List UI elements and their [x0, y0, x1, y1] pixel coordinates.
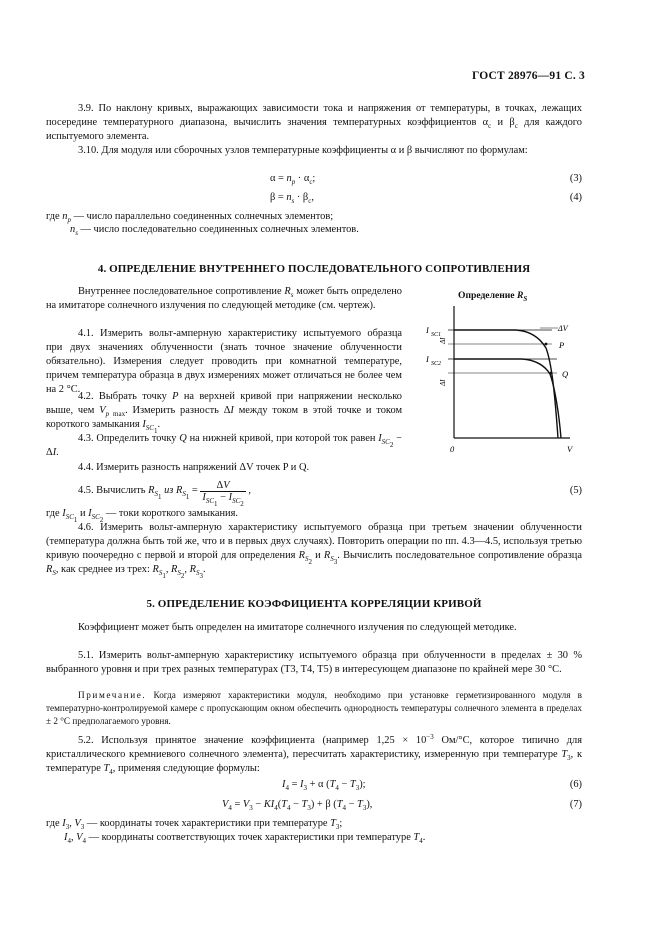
label-v: V: [567, 444, 573, 454]
paragraph-4-2: 4.2. Выбрать точку P на верхней кривой при напряжении несколько выше, чем $V_{p max}$. Измерить разность ΔI между током в этой точке и током короткого замыкания $I_{SC_1}$.: [46, 391, 403, 435]
note: Примечание. Когда измеряют характеристики модуля, необходимо при установке герметизированного модуля в температурно-контролируемой камере с пропускающим окном обеспечить однородность температуры солнечного элемента в пределах ± 2 °С предполагаемого уровня.: [46, 690, 583, 726]
label-delta-v: ΔV: [558, 324, 568, 333]
where-np: где $n_p$ — число параллельно соединенных солнечных элементов;: [46, 211, 334, 224]
where-i3-v3: где $I_3$, $V_3$ — координаты точек характеристики при температуре $T_3$;: [46, 818, 343, 831]
paragraph-4-6: 4.6. Измерить вольт-амперную характеристику испытуемого образца при третьем значении облученности (температура должна быть той же, что и в первых двух случаях). Повторить операции по пп. 4.3—4.5, используя третью кривую поочередно с первой и второй для определения $R_{S_2}$ и $R_{S_3}$. Вычислить последовательное сопротивление образца $R_S$, как среднее из трех: $R_{S_1}$, $R_{S_2}$, $R_{S_3}$.: [46, 522, 582, 580]
label-isc2: I: [426, 354, 429, 364]
paragraph-5-intro: Коэффициент может быть определен на имитаторе солнечного излучения по следующей методике.: [78, 622, 517, 633]
point-q: [550, 372, 553, 375]
label-p: P: [559, 340, 565, 350]
page-header: ГОСТ 28976—91 С. 3: [472, 70, 585, 82]
label-q: Q: [562, 369, 569, 379]
svg-text:SC1: SC1: [431, 332, 442, 338]
paragraph-5-1: 5.1. Измерить вольт-амперную характеристику испытуемого образца при облученности в пределах ± 30 % выбранного уровня и при трех разных температурах (T3, T4, T5) в интересующем диапазоне по крайней мере 30 °С.: [46, 650, 582, 675]
where-i4-v4: $I_4$, $V_4$ — координаты соответствующих точек характеристики при температуре $T_4$.: [64, 832, 426, 845]
equation-7: $V_4 = V_3 - KI_4(T_4 - T_3) + \beta$ $(T_4 - T_3)$, (7): [222, 799, 582, 812]
upper-iv-curve: [454, 330, 558, 438]
equation-3: $\alpha = n_p \cdot \alpha_c$; (3): [270, 173, 582, 186]
label-delta-i-upper: ΔI: [439, 337, 447, 344]
label-origin: 0: [450, 444, 455, 454]
section-5-title: 5. ОПРЕДЕЛЕНИЕ КОЭФФИЦИЕНТА КОРРЕЛЯЦИИ КРИВОЙ: [146, 598, 482, 610]
paragraph-3-10: 3.10. Для модуля или сборочных узлов температурные коэффициенты α и β вычисляют по формулам:: [78, 145, 528, 156]
point-p: [545, 343, 548, 346]
where-isc: где $I_{SC_1}$ и $I_{SC_2}$ — токи короткого замыкания.: [46, 508, 238, 524]
paragraph-4-1: 4.1. Измерить вольт-амперную характеристику испытуемого образца при двух значениях облученности (знать точное значение облученности обязательно). Измерения следует проводить при комнатной температуре, причем температура образца в двух измерениях может отличаться не более чем на 2 °С.: [46, 328, 402, 395]
paragraph-4-3: 4.3. Определить точку Q на нижней кривой, при которой ток равен $I_{SC_2} - \Delta I$.: [46, 433, 402, 458]
equation-5: 4.5. Вычислить $R_{S_1}$ из $R_{S_1}$ = $\frac{\Delta V}{I_{SC_1} - I_{SC_2}}$ , (5): [78, 480, 582, 508]
paragraph-4-4: 4.4. Измерить разность напряжений ΔV точек P и Q.: [78, 462, 310, 473]
paragraph-3-9: 3.9. По наклону кривых, выражающих зависимости тока и напряжения от температуры, в точках, лежащих посередине температурного диапазона, вычислить значения температурных коэффициентов $\alpha_c$ и $\beta_c$ для каждого испытуемого элемента.: [46, 103, 582, 142]
label-delta-i-lower: ΔI: [439, 379, 447, 386]
label-isc1: I: [426, 325, 429, 335]
equation-4: $\beta = n_s \cdot \beta_c$, (4): [270, 192, 582, 205]
paragraph-5-2: 5.2. Используя принятое значение коэффициента (например $1,25 \times 10^{-3}$ Ом/°С, которое типично для кристаллического кремниевого солнечного элемента), пересчитать характеристику, измеренную при температуре $T_3$, к температуре $T_4$, применяя следующие формулы:: [46, 733, 582, 776]
figure-rs-determination: [412, 286, 584, 466]
section-4-title: 4. ОПРЕДЕЛЕНИЕ ВНУТРЕННЕГО ПОСЛЕДОВАТЕЛЬНОГО СОПРОТИВЛЕНИЯ: [97, 263, 531, 275]
iv-curves-plot: [412, 286, 584, 466]
equation-6: $I_4 = I_3 + \alpha$ $(T_4 - T_3)$; (6): [282, 779, 582, 792]
svg-text:SC2: SC2: [431, 361, 442, 367]
lower-iv-curve: [454, 359, 561, 438]
where-ns: $n_s$ — число последовательно соединенных солнечных элементов.: [70, 224, 359, 237]
figure-caption: Определение $R_S$: [458, 290, 528, 303]
paragraph-4-intro: Внутреннее последовательное сопротивление $R_s$ может быть определено на имитаторе солнечного излучения по следующей методике (см. чертеж).: [46, 286, 402, 311]
